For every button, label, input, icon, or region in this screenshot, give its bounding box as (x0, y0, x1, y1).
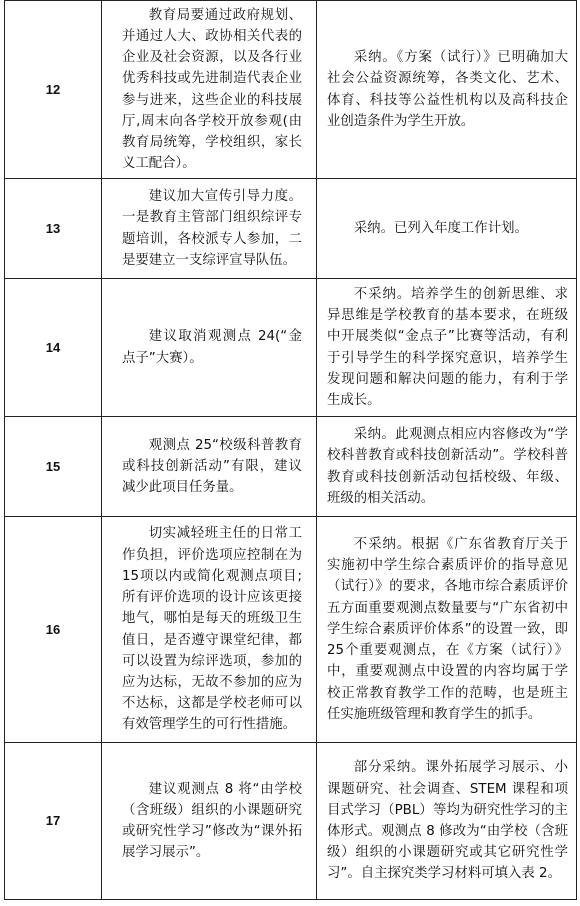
row-number: 14 (5, 279, 102, 417)
row-number: 17 (5, 743, 102, 900)
feedback-table (4, 0, 577, 900)
reply-cell: 不采纳。根据《广东省教育厅关于实施初中学生综合素质评价的指导意见（试行）》的要求，各地市综合素质评价五方面重要观测点数量要与“广东省初中学生综合素质评价体系”的设置一致，即25个重要观测点，在《方案（试行）》中，重要观测点中设置的内容均属于学校正常教育教学工作的范畴，也是班主任实施班级管理和教育学生的抓手。 (317, 517, 577, 743)
suggestion-cell: 切实减轻班主任的日常工作负担，评价选项应控制在为15项以内或简化观测点项目;所有评价选项的设计应该更接地气，哪怕是每天的班级卫生值日，是否遵守课堂纪律，都可以设置为综评选项，参加的应为达标，无故不参加的应为不达标，这都是学校老师可以有效管理学生的可行性措施。 (102, 517, 317, 743)
table-row (5, 417, 577, 517)
table-row (5, 179, 577, 279)
suggestion-cell: 建议观测点 8 将“由学校（含班级）组织的小课题研究或研究性学习”修改为“课外拓展学习展示”。 (102, 743, 317, 900)
reply-cell: 部分采纳。课外拓展学习展示、小课题研究、社会调查、STEM 课程和项目式学习（PBL）等均为研究性学习的主体形式。观测点 8 修改为“由学校（含班级）组织的小课题研究或其它研究性学习”。自主探究类学习材料可填入表 2。 (317, 743, 577, 900)
row-number: 12 (5, 1, 102, 179)
reply-cell: 不采纳。培养学生的创新思维、求异思维是学校教育的基本要求，在班级中开展类似“金点子”比赛等活动，有利于引导学生的科学探究意识，培养学生发现问题和解决问题的能力，有利于学生成长。 (317, 279, 577, 417)
suggestion-cell: 建议取消观测点 24(“金点子”大赛）。 (102, 279, 317, 417)
row-number: 15 (5, 417, 102, 517)
row-number: 13 (5, 179, 102, 279)
suggestion-cell: 教育局要通过政府规划、并通过人大、政协相关代表的企业及社会资源，以及各行业优秀科技或先进制造代表企业参与进来，这些企业的科技展厅,周末向各学校开放参观(由教育局统筹，学校组织，家长义工配合）。 (102, 1, 317, 179)
table-row (5, 1, 577, 179)
table-row (5, 517, 577, 743)
suggestion-cell: 建议加大宣传引导力度。一是教育主管部门组织综评专题培训，各校派专人参加，二是要建立一支综评宣导队伍。 (102, 179, 317, 279)
table-row (5, 743, 577, 900)
reply-cell: 采纳。此观测点相应内容修改为“学校科普教育或科技创新活动”。学校科普教育或科技创新活动包括校级、年级、班级的相关活动。 (317, 417, 577, 517)
reply-cell: 采纳。《方案（试行）》已明确加大社会公益资源统筹，各类文化、艺术、体育、科技等公益性机构以及高科技企业创造条件为学生开放。 (317, 1, 577, 179)
table-row (5, 279, 577, 417)
row-number: 16 (5, 517, 102, 743)
reply-cell: 采纳。已列入年度工作计划。 (317, 179, 577, 279)
suggestion-cell: 观测点 25“校级科普教育或科技创新活动”有限，建议减少此项目任务量。 (102, 417, 317, 517)
